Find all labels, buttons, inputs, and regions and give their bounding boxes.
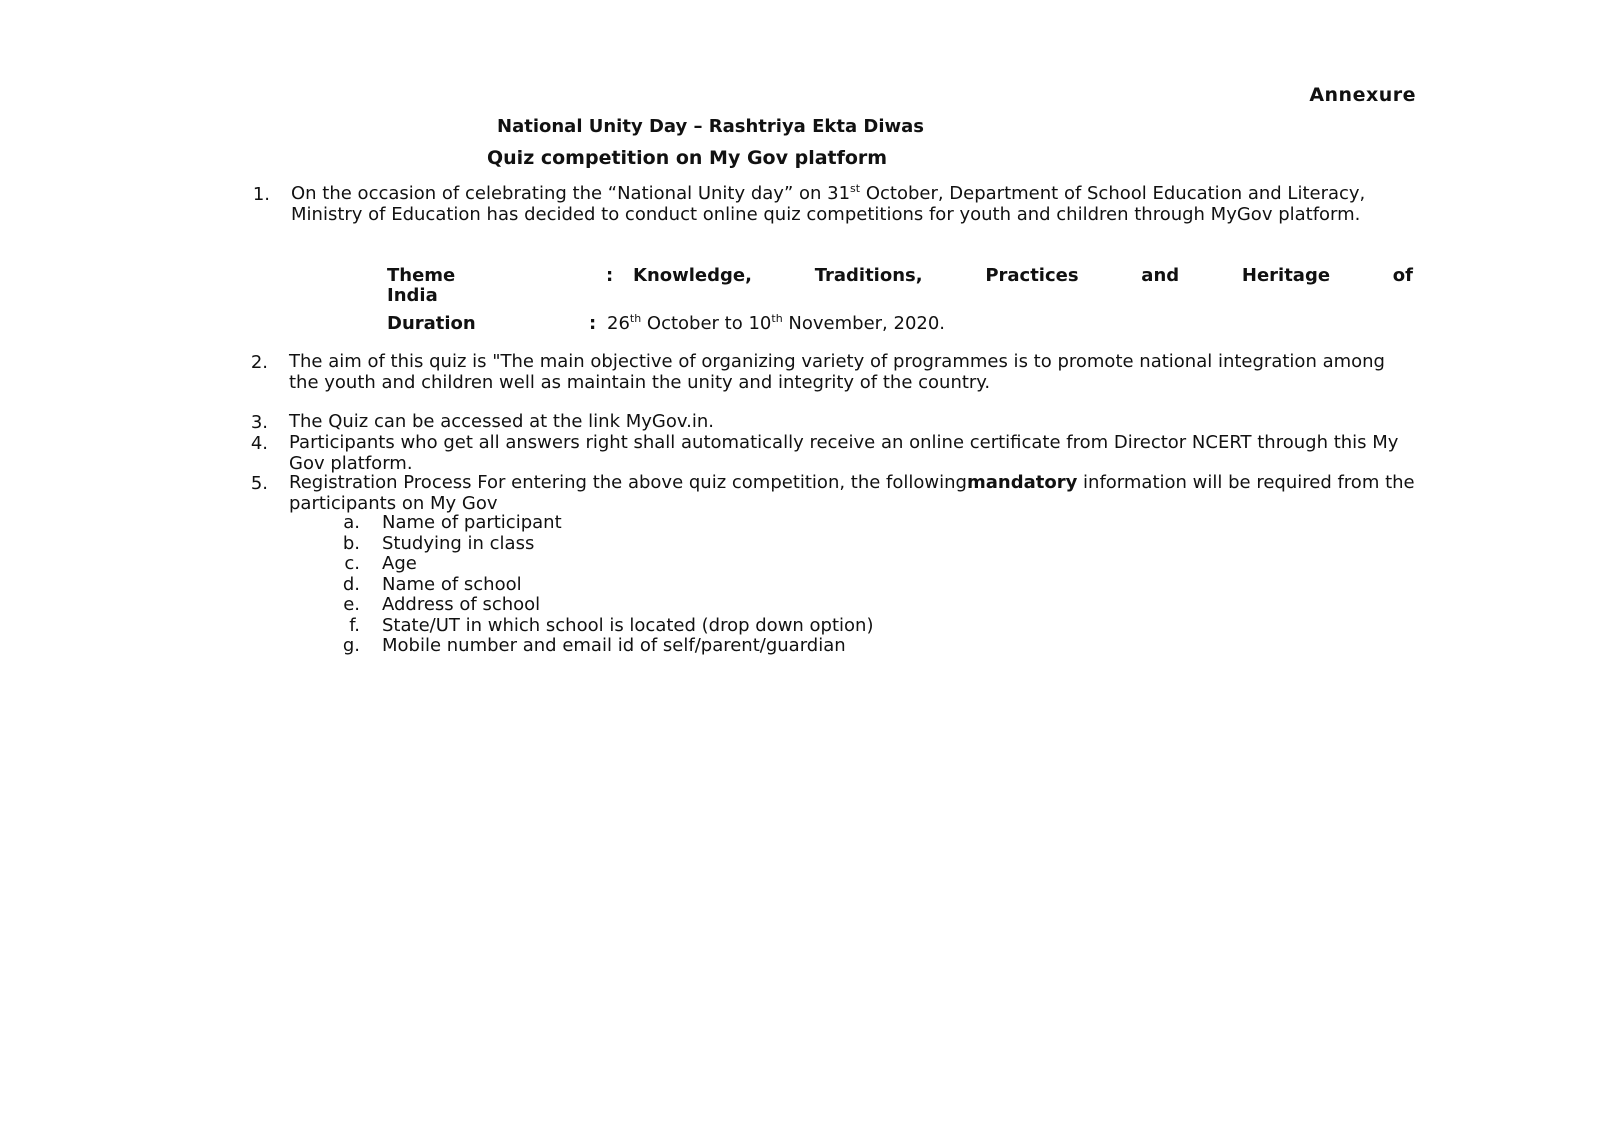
- point-number: 4.: [250, 433, 268, 454]
- theme-label: Theme: [387, 265, 456, 286]
- duration-value: 26th October to 10th November, 2020.: [607, 312, 946, 334]
- required-fields-list: [330, 513, 873, 657]
- point-number: 5.: [250, 473, 268, 494]
- point-1-text: On the occasion of celebrating the “National Unity day” on 31st October, Department of School Education and Literacy, Ministry of Education has decided to conduct online quiz competitions for youth and children through MyGov platform.: [291, 182, 1366, 225]
- document-title: National Unity Day – Rashtriya Ekta Diwas: [497, 116, 924, 137]
- list-item: d. Name of school: [342, 573, 522, 595]
- point-4-text: Participants who get all answers right shall automatically receive an online certificate from Director NCERT through this My Gov platform.: [289, 432, 1399, 474]
- annexure-label: Annexure: [1309, 84, 1416, 106]
- list-item: b. Studying in class: [342, 532, 535, 554]
- mandatory-emphasis: mandatory: [966, 472, 1078, 493]
- list-item: a. Name of participant: [343, 512, 562, 533]
- point-number: 2.: [250, 352, 268, 373]
- theme-value: Knowledge, Traditions, Practices and Heritage of: [633, 265, 1413, 286]
- list-item: g. Mobile number and email id of self/parent/guardian: [342, 635, 846, 656]
- duration-label: Duration: [387, 313, 476, 334]
- theme-colon: :: [606, 265, 614, 286]
- point-5-text: Registration Process For entering the above quiz competition, the followingmandatory information will be required from the participants on My Gov: [289, 472, 1415, 514]
- point-number: 3.: [250, 412, 268, 433]
- point-3-text: The Quiz can be accessed at the link MyGov.in.: [289, 411, 714, 432]
- list-item: e. Address of school: [343, 594, 541, 615]
- list-item: c. Age: [344, 553, 417, 574]
- theme-value-continued: India: [387, 285, 438, 306]
- point-2-text: The aim of this quiz is "The main objective of organizing variety of programmes is to promote national integration among the youth and children well as maintain the unity and integrity of the country.: [289, 351, 1385, 393]
- point-number: 1.: [252, 184, 270, 205]
- duration-colon: :: [589, 313, 597, 334]
- list-item: f. State/UT in which school is located (drop down option): [349, 614, 874, 636]
- document-subtitle: Quiz competition on My Gov platform: [487, 147, 888, 169]
